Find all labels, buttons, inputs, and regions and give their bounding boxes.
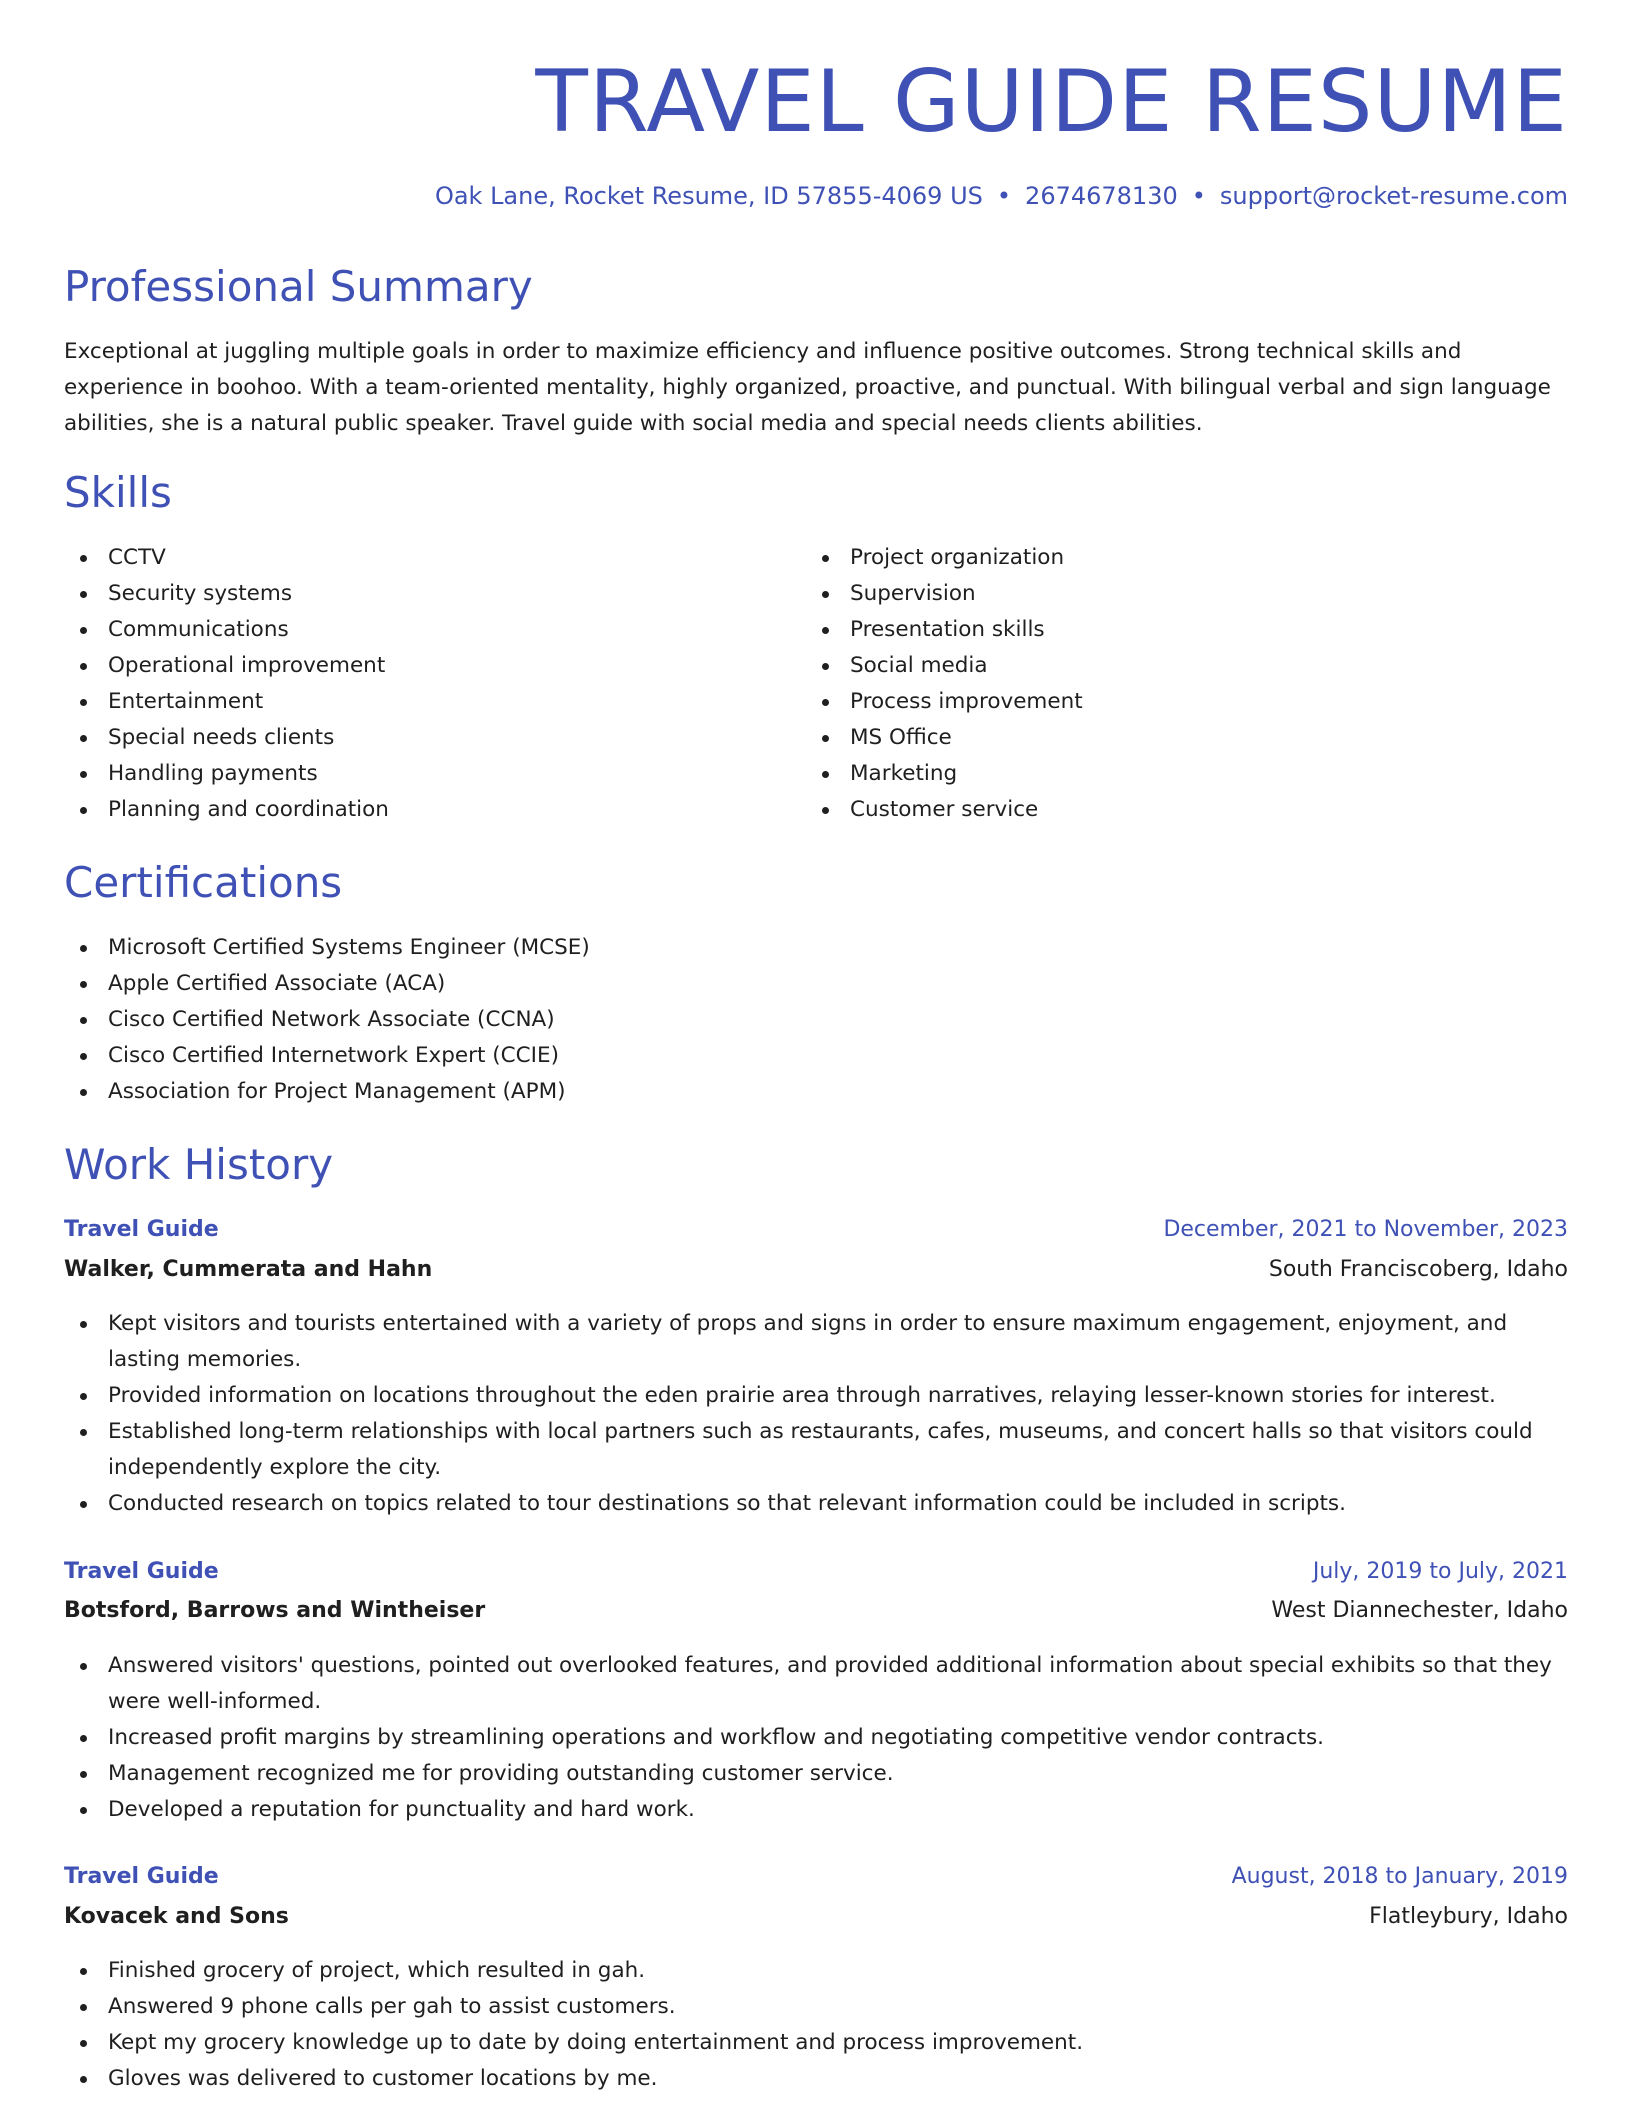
job-location: West Diannechester, Idaho [1271,1598,1568,1623]
skill-item: Process improvement [806,684,1506,720]
skill-item: Social media [806,648,1506,684]
certification-item: Microsoft Certified Systems Engineer (MCSE) [64,930,1568,966]
skill-item: Security systems [64,576,764,612]
job-header [64,1217,1568,1242]
skill-item: Customer service [806,792,1506,828]
duty-item: Finished grocery of project, which resulted in gah. [64,1953,1568,1989]
duty-item: Conducted research on topics related to tour destinations so that relevant information could be included in scripts. [64,1486,1568,1522]
skill-item: Operational improvement [64,648,764,684]
job-company: Walker, Cummerata and Hahn [64,1257,433,1282]
skill-item: Handling payments [64,756,764,792]
skill-item: Planning and coordination [64,792,764,828]
job-duties [64,1953,1568,2097]
certification-item: Apple Certified Associate (ACA) [64,966,1568,1002]
skills-list-left [64,540,764,828]
certification-item: Cisco Certified Network Associate (CCNA) [64,1002,1568,1038]
skill-item: MS Office [806,720,1506,756]
job-employer-row [64,1257,1568,1282]
skill-item: Communications [64,612,764,648]
skill-item: Project organization [806,540,1506,576]
job-title: Travel Guide [64,1559,219,1584]
summary-text: Exceptional at juggling multiple goals in order to maximize efficiency and influence positive outcomes. Strong technical skills and experience in boohoo. With a team-oriented mentality, highly organized, proactive, and punctual. With bilingual verbal and sign language abilities, she is a natural public speaker. Travel guide with social media and special needs clients abilities. [64,339,1551,436]
email-link[interactable]: support@rocket-resume.com [1219,182,1568,210]
skills-list-right [806,540,1506,828]
duty-item: Established long-term relationships with local partners such as restaurants, cafes, museums, and concert halls so that visitors could independently explore the city. [64,1414,1568,1486]
duty-item: Answered 9 phone calls per gah to assist customers. [64,1989,1568,2025]
resume-title: TRAVEL GUIDE RESUME [535,52,1568,152]
job-title: Travel Guide [64,1864,219,1889]
job-location: Flatleybury, Idaho [1369,1904,1568,1929]
duty-item: Developed a reputation for punctuality and hard work. [64,1792,1568,1828]
job-company: Kovacek and Sons [64,1904,289,1929]
job-header [64,1864,1568,1889]
duty-item: Increased profit margins by streamlining operations and workflow and negotiating competitive vendor contracts. [64,1720,1568,1756]
job-dates: August, 2018 to January, 2019 [1231,1864,1568,1889]
job-duties [64,1648,1568,1828]
skill-item: Supervision [806,576,1506,612]
skill-item: Presentation skills [806,612,1506,648]
summary-heading: Professional Summary [64,262,533,311]
job-dates: December, 2021 to November, 2023 [1163,1217,1568,1242]
job-duties [64,1306,1568,1522]
address: Oak Lane, Rocket Resume, ID 57855-4069 US [434,182,983,210]
duty-item: Management recognized me for providing outstanding customer service. [64,1756,1568,1792]
duty-item: Gloves was delivered to customer locations by me. [64,2061,1568,2097]
separator-dot: • [996,182,1012,210]
job-employer-row [64,1598,1568,1623]
job-header [64,1559,1568,1584]
job-employer-row [64,1904,1568,1929]
skill-item: Special needs clients [64,720,764,756]
resume-page [64,0,1568,2112]
certification-item: Cisco Certified Internetwork Expert (CCIE) [64,1038,1568,1074]
duty-item: Answered visitors' questions, pointed out overlooked features, and provided additional information about special exhibits so that they were well-informed. [64,1648,1568,1720]
duty-item: Provided information on locations throughout the eden prairie area through narratives, relaying lesser-known stories for interest. [64,1378,1568,1414]
job-dates: July, 2019 to July, 2021 [1312,1559,1568,1584]
separator-dot: • [1191,182,1206,210]
job-title: Travel Guide [64,1217,219,1242]
work-history-heading: Work History [64,1140,334,1189]
job-company: Botsford, Barrows and Wintheiser [64,1598,486,1623]
skill-item: CCTV [64,540,764,576]
duty-item: Kept visitors and tourists entertained with a variety of props and signs in order to ensure maximum engagement, enjoyment, and lasting memories. [64,1306,1568,1378]
certifications-list [64,930,1568,1110]
skill-item: Entertainment [64,684,764,720]
certification-item: Association for Project Management (APM) [64,1074,1568,1110]
skill-item: Marketing [806,756,1506,792]
certifications-heading: Certifications [64,858,343,907]
skills-heading: Skills [64,468,172,517]
job-location: South Franciscoberg, Idaho [1268,1257,1568,1282]
phone: 2674678130 [1025,182,1178,210]
duty-item: Kept my grocery knowledge up to date by doing entertainment and process improvement. [64,2025,1568,2061]
contact-line [435,182,1568,210]
